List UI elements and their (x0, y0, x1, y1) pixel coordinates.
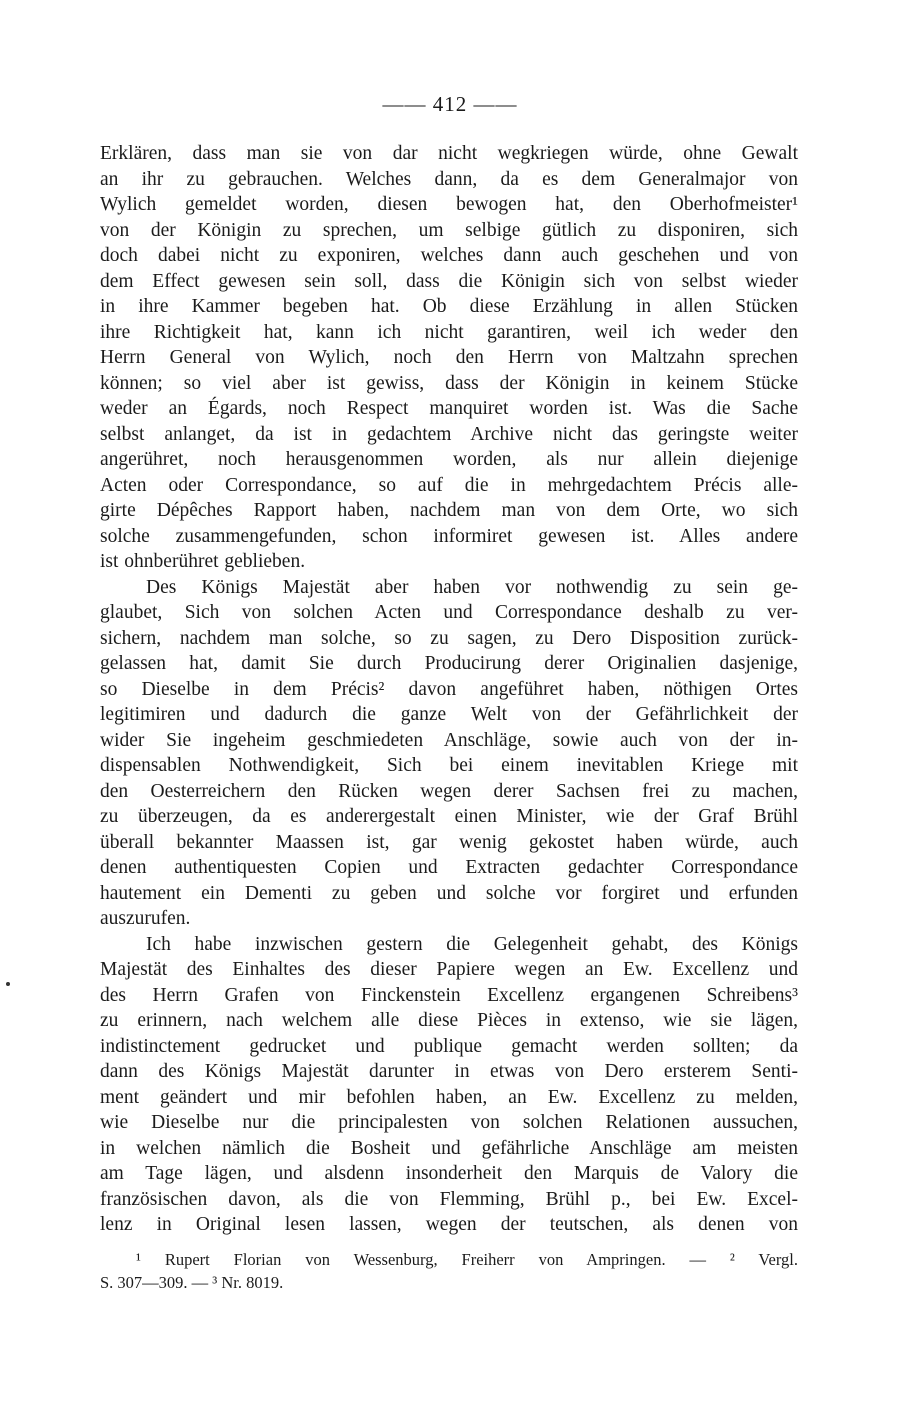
text-line: den Oesterreichern den Rücken wegen derer Sachsen frei zu machen, (100, 780, 798, 802)
text-line: girte Dépêches Rapport haben, nachdem man von dem Orte, wo sich (100, 500, 798, 521)
text-line: wie Dieselbe nur die principalesten von solchen Relationen aussuchen, (100, 1112, 798, 1133)
text-line: doch dabei nicht zu exponiren, welches dann auch geschehen und von (100, 245, 798, 266)
text-line: indistinctement gedrucket und publique gemacht werden sollten; da (100, 1035, 798, 1057)
text-line: Erklären, dass man sie von dar nicht wegkriegen würde, ohne Gewalt (100, 143, 798, 164)
text-line: Acten oder Correspondance, so auf die in mehrgedachtem Précis alle- (100, 474, 798, 496)
text-line: selbst anlanget, da ist in gedachtem Archive nicht das geringste weiter (100, 423, 798, 445)
text-line: gelassen hat, damit Sie durch Producirung derer Originalien dasjenige, (100, 653, 798, 674)
text-line: dispensablen Nothwendigkeit, Sich bei einem inevitablen Kriege mit (100, 755, 798, 776)
margin-mark (6, 982, 10, 986)
text-line: Wylich gemeldet worden, diesen bewogen hat, den Oberhofmeister¹ (100, 194, 798, 215)
text-line: denen authentiquesten Copien und Extracten gedachter Correspondance (100, 857, 798, 878)
text-line: ment geändert und mir befohlen haben, an Ew. Excellenz zu melden, (100, 1086, 798, 1108)
footnotes (100, 1248, 798, 1294)
text-line: des Herrn Grafen von Finckenstein Excellenz ergangenen Schreibens³ (100, 984, 798, 1006)
text-line: in ihre Kammer begeben hat. Ob diese Erzählung in allen Stücken (100, 296, 798, 317)
text-line: von der Königin zu sprechen, um selbige gütlich zu disponiren, sich (100, 219, 798, 241)
text-line: so Dieselbe in dem Précis² davon angeführet haben, nöthigen Ortes (100, 678, 798, 700)
footnote-line: S. 307—309. — ³ Nr. 8019. (100, 1273, 284, 1292)
text-line: Majestät des Einhaltes des dieser Papiere wegen an Ew. Excellenz und (100, 959, 798, 980)
text-line: angerühret, noch herausgenommen worden, als nur allein diejenige (100, 449, 798, 470)
text-line: überall bekannter Maassen ist, gar wenig gekostet haben würde, auch (100, 831, 798, 853)
text-line: zu erinnern, nach welchem alle diese Pièces in extenso, wie sie lägen, (100, 1010, 798, 1031)
paragraph-first-line: Des Königs Majestät aber haben vor nothwendig zu sein ge- (146, 576, 798, 598)
text-line: sichern, nachdem man solche, so zu sagen, zu Dero Disposition zurück- (100, 627, 798, 649)
text-line: hautement ein Dementi zu geben und solche vor forgiret und erfunden (100, 882, 798, 904)
text-line: wider Sie ingeheim geschmiedeten Anschläge, sowie auch von der in- (100, 729, 798, 751)
text-line: legitimiren und dadurch die ganze Welt von der Gefährlichkeit der (100, 704, 798, 725)
page-number-header: —— 412 —— (382, 92, 518, 116)
text-line: zu überzeugen, da es anderergestalt einen Minister, wie der Graf Brühl (100, 806, 798, 827)
text-line: an ihr zu gebrauchen. Welches dann, da es dem Generalmajor von (100, 168, 798, 190)
text-line: dem Effect gewesen sein soll, dass die Königin sich von selbst wieder (100, 270, 798, 292)
text-line: am Tage lägen, und alsdenn insonderheit den Marquis de Valory die (100, 1163, 798, 1184)
text-line: lenz in Original lesen lassen, wegen der teutschen, als denen von (100, 1214, 798, 1235)
text-line: in welchen nämlich die Bosheit und gefährliche Anschläge am meisten (100, 1137, 798, 1159)
text-line: weder an Égards, noch Respect manquiret worden ist. Was die Sache (100, 398, 798, 419)
text-line: französischen davon, als die von Flemming, Brühl p., bei Ew. Excel- (100, 1188, 798, 1210)
paragraph-first-line: Ich habe inzwischen gestern die Gelegenheit gehabt, des Königs (146, 933, 798, 955)
text-line: auszurufen. (100, 908, 191, 929)
text-line: können; so viel aber ist gewiss, dass der Königin in keinem Stücke (100, 372, 798, 394)
text-line: solche zusammengefunden, schon informiret gewesen ist. Alles andere (100, 525, 798, 547)
text-line: ist ohnberühret geblieben. (100, 551, 306, 572)
body-text (100, 141, 798, 1238)
text-line: dann des Königs Majestät darunter in etwas von Dero ersterem Senti- (100, 1061, 798, 1082)
text-line: glaubet, Sich von solchen Acten und Correspondance deshalb zu ver- (100, 602, 798, 623)
footnote-line: ¹ Rupert Florian von Wessenburg, Freiherr von Ampringen. — ² Vergl. (136, 1250, 798, 1269)
text-line: Herrn General von Wylich, noch den Herrn von Maltzahn sprechen (100, 347, 798, 368)
text-line: ihre Richtigkeit hat, kann ich nicht garantiren, weil ich weder den (100, 321, 798, 343)
